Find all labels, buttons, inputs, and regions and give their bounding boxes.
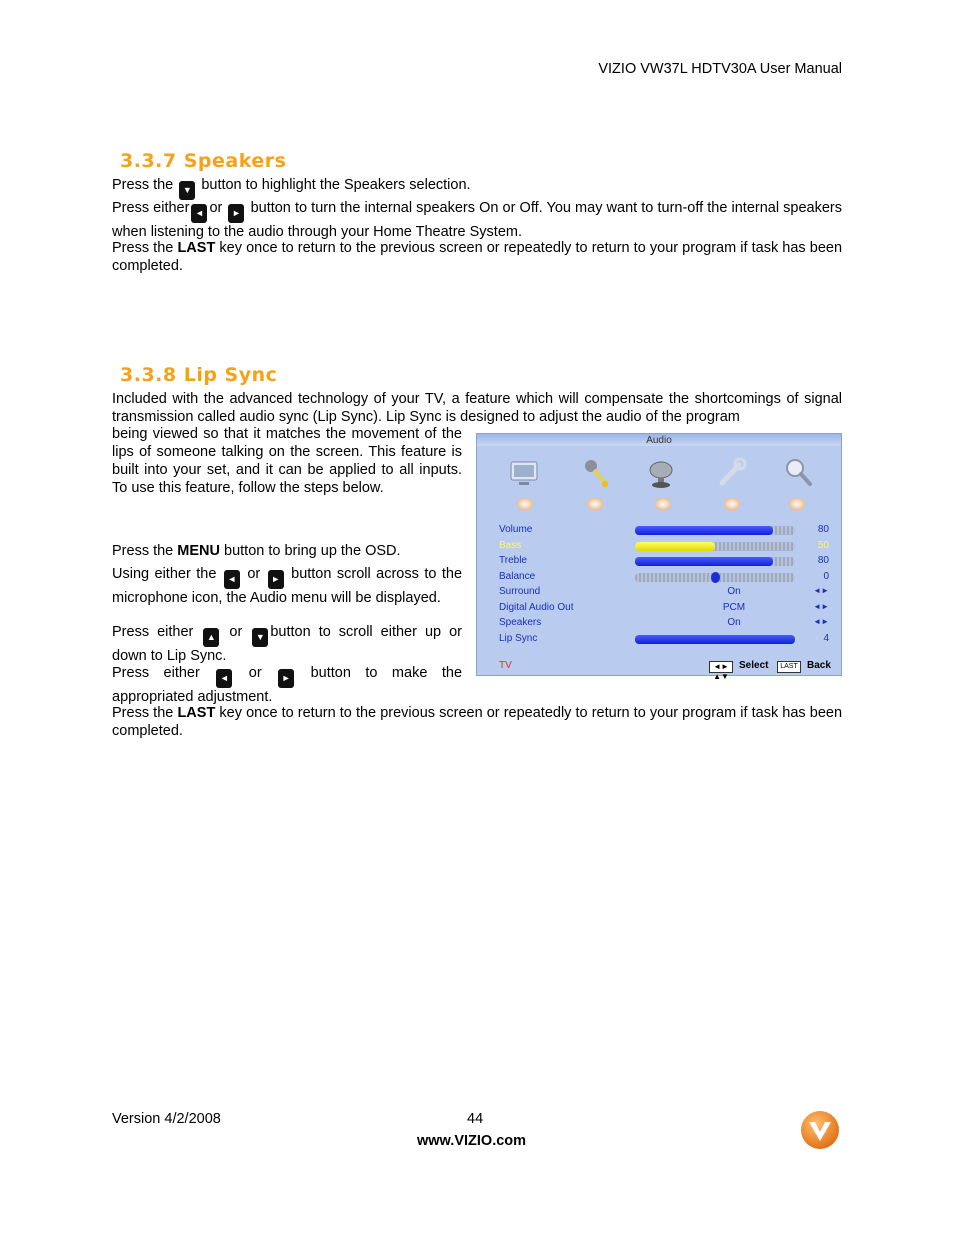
down-indicator-icon (655, 498, 671, 510)
osd-row-volume[interactable] (499, 523, 829, 538)
step-scroll-updown: Press either ▲ or ▼ button to scroll either up or down to Lip Sync. (112, 624, 463, 664)
osd-title: Audio (646, 435, 672, 446)
osd-row-label: Bass (499, 539, 522, 551)
left-right-arrows-icon: ◄► (813, 601, 829, 611)
osd-select-label: Select (739, 660, 769, 671)
osd-balance-knob (711, 572, 720, 583)
osd-row-value: On (727, 586, 741, 597)
osd-row-label: Surround (499, 586, 541, 597)
left-arrow-key-icon: ◄ (224, 570, 240, 589)
osd-icon-row (477, 454, 841, 492)
osd-level-bar[interactable] (635, 635, 795, 644)
osd-row-label: Lip Sync (499, 632, 538, 644)
footer-version: Version 4/2/2008 (112, 1111, 221, 1127)
osd-row-value: 80 (817, 524, 829, 535)
up-arrow-key-icon: ▲ (203, 628, 219, 647)
down-arrow-key-icon: ▼ (179, 181, 195, 200)
paragraph-speakers-2: Press either ◄ or ► button to turn the internal speakers On or Off. You may want to turn-off the internal speakers when listening to the audio through your Home Theatre System. (112, 200, 843, 240)
osd-level-bar[interactable] (635, 557, 795, 566)
step-scroll-across: Using either the ◄ or ► button scroll across to the microphone icon, the Audio menu will be displayed. (112, 566, 463, 606)
osd-row-label: Digital Audio Out (499, 601, 574, 613)
section-heading-speakers: 3.3.7 Speakers (120, 150, 287, 172)
audio-osd-screenshot (476, 433, 842, 681)
osd-back-label: Back (807, 660, 831, 671)
osd-balance-slider[interactable] (635, 573, 795, 582)
section-heading-lip-sync: 3.3.8 Lip Sync (120, 364, 278, 386)
footer-url[interactable]: www.VIZIO.com (417, 1133, 527, 1149)
osd-row-label: Volume (499, 524, 533, 535)
left-right-arrows-icon: ◄► (813, 617, 829, 626)
satellite-icon (645, 456, 679, 490)
osd-row-balance[interactable] (499, 570, 829, 585)
osd-row-value: 80 (817, 555, 829, 566)
osd-footer (477, 659, 841, 681)
right-arrow-key-icon: ► (278, 669, 294, 688)
tv-icon (507, 456, 541, 490)
paragraph-lipsync-closing: Press the LAST key once to return to the previous screen or repeatedly to return to your program if task has been completed. (112, 705, 843, 739)
microphone-icon (579, 456, 613, 490)
osd-row-lip-sync[interactable] (499, 632, 829, 647)
step-menu: Press the MENU button to bring up the OSD. (112, 543, 401, 559)
osd-row-label: Balance (499, 570, 536, 582)
page-header: VIZIO VW37L HDTV30A User Manual (598, 61, 842, 77)
osd-source-label: TV (499, 660, 512, 671)
osd-level-fill (635, 557, 773, 566)
osd-row-treble[interactable] (499, 554, 829, 569)
right-arrow-key-icon: ► (268, 570, 284, 589)
osd-row-digital-audio-out[interactable] (499, 601, 829, 616)
osd-level-fill (635, 526, 773, 535)
osd-row-bass[interactable] (499, 539, 829, 554)
osd-level-bar[interactable] (635, 526, 795, 535)
osd-level-bar[interactable] (635, 542, 795, 551)
osd-arrow-row (477, 498, 841, 512)
osd-row-label: Treble (499, 555, 527, 566)
down-indicator-icon (724, 498, 740, 510)
footer-page-number: 44 (467, 1111, 484, 1127)
down-indicator-icon (587, 498, 603, 510)
osd-row-value: 4 (823, 632, 829, 644)
osd-level-fill (635, 542, 715, 551)
paragraph-speakers-3: Press the LAST key once to return to the previous screen or repeatedly to return to your program if task has been completed. (112, 240, 843, 274)
paragraph-lipsync-intro-rest: being viewed so that it matches the movement of the lips of someone talking on the screen. This feature is built into your set, and it can be applied to all inputs. To use this feature, follow the steps below. (112, 426, 462, 496)
osd-row-surround[interactable] (499, 585, 829, 600)
left-arrow-key-icon: ◄ (191, 204, 207, 223)
left-arrow-key-icon: ◄ (216, 669, 232, 688)
osd-row-value: 50 (817, 539, 829, 551)
down-arrow-key-icon: ▼ (252, 628, 268, 647)
down-indicator-icon (517, 498, 533, 510)
osd-row-speakers[interactable] (499, 616, 829, 631)
down-indicator-icon (789, 498, 805, 510)
nav-arrows-icon: ◄► ▲▼ (709, 661, 733, 673)
magnifier-icon (781, 456, 815, 490)
step-adjust: Press either ◄ or ► button to make the appropriated adjustment. (112, 665, 463, 705)
osd-row-label: Speakers (499, 617, 542, 628)
osd-row-value: 0 (823, 570, 829, 582)
left-right-arrows-icon: ◄► (813, 586, 829, 595)
osd-level-fill (635, 635, 795, 644)
wrench-icon (715, 456, 749, 490)
osd-row-value: PCM (722, 601, 746, 613)
paragraph-speakers-1: Press the ▼ button to highlight the Speakers selection. (112, 176, 842, 200)
osd-row-value: On (727, 617, 741, 628)
right-arrow-key-icon: ► (228, 204, 244, 223)
vizio-logo-icon (800, 1110, 840, 1150)
paragraph-lipsync-intro-top: Included with the advanced technology of your TV, a feature which will compensate the shortcomings of signal transmission called audio sync (Lip Sync). Lip Sync is designed to adjust the audio of the program (112, 391, 842, 425)
last-key-icon: LAST (777, 661, 801, 673)
